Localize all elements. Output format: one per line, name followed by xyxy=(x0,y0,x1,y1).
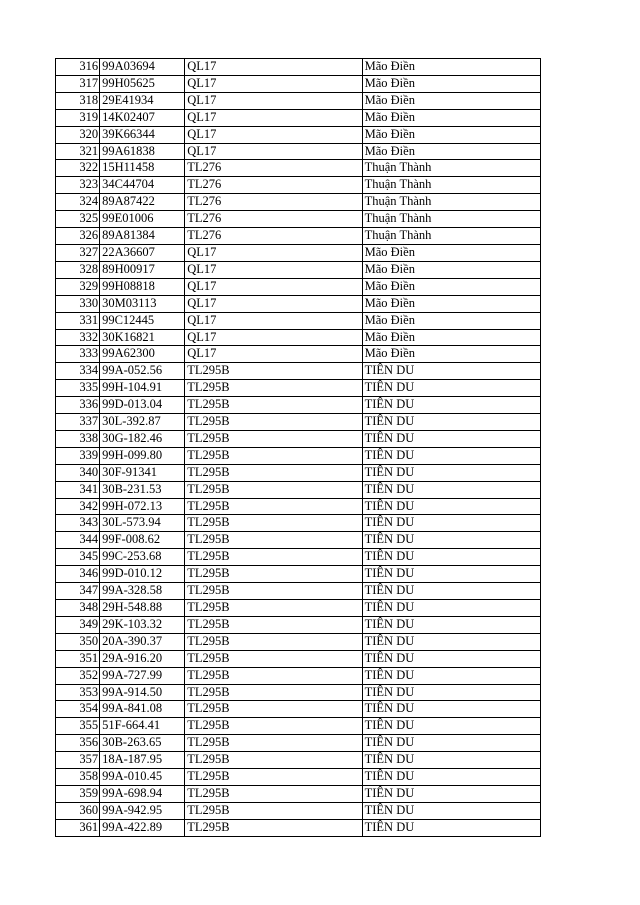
area-cell: TIÊN DU xyxy=(362,769,540,786)
table-row xyxy=(56,194,541,211)
row-number-cell: 337 xyxy=(56,414,100,431)
road-cell: TL295B xyxy=(185,414,362,431)
road-cell: TL295B xyxy=(185,566,362,583)
area-cell: Thuận Thành xyxy=(362,194,540,211)
row-number-cell: 343 xyxy=(56,515,100,532)
road-cell: TL295B xyxy=(185,397,362,414)
area-cell: Mão Điền xyxy=(362,312,540,329)
table-row xyxy=(56,785,541,802)
road-cell: TL295B xyxy=(185,819,362,836)
license-plate-cell: 99E01006 xyxy=(100,211,185,228)
table-row xyxy=(56,481,541,498)
license-plate-cell: 99A-914.50 xyxy=(100,684,185,701)
license-plate-cell: 20A-390.37 xyxy=(100,633,185,650)
license-plate-cell: 30M03113 xyxy=(100,295,185,312)
license-plate-cell: 29H-548.88 xyxy=(100,600,185,617)
table-row xyxy=(56,464,541,481)
license-plate-cell: 99H-104.91 xyxy=(100,380,185,397)
table-row xyxy=(56,447,541,464)
road-cell: QL17 xyxy=(185,244,362,261)
area-cell: TIÊN DU xyxy=(362,819,540,836)
license-plate-cell: 15H11458 xyxy=(100,160,185,177)
row-number-cell: 328 xyxy=(56,261,100,278)
vehicle-table-body xyxy=(56,59,541,837)
table-row xyxy=(56,769,541,786)
row-number-cell: 336 xyxy=(56,397,100,414)
license-plate-cell: 99D-010.12 xyxy=(100,566,185,583)
license-plate-cell: 30L-392.87 xyxy=(100,414,185,431)
table-row xyxy=(56,397,541,414)
license-plate-cell: 29E41934 xyxy=(100,92,185,109)
road-cell: TL276 xyxy=(185,194,362,211)
road-cell: TL295B xyxy=(185,447,362,464)
area-cell: TIÊN DU xyxy=(362,785,540,802)
row-number-cell: 326 xyxy=(56,228,100,245)
table-row xyxy=(56,684,541,701)
area-cell: TIÊN DU xyxy=(362,616,540,633)
table-row xyxy=(56,244,541,261)
row-number-cell: 344 xyxy=(56,532,100,549)
area-cell: Mão Điền xyxy=(362,346,540,363)
area-cell: Thuận Thành xyxy=(362,160,540,177)
row-number-cell: 319 xyxy=(56,109,100,126)
table-row xyxy=(56,735,541,752)
table-row xyxy=(56,59,541,76)
row-number-cell: 334 xyxy=(56,363,100,380)
road-cell: QL17 xyxy=(185,92,362,109)
area-cell: Mão Điền xyxy=(362,126,540,143)
area-cell: TIÊN DU xyxy=(362,650,540,667)
row-number-cell: 355 xyxy=(56,718,100,735)
area-cell: Thuận Thành xyxy=(362,177,540,194)
road-cell: QL17 xyxy=(185,346,362,363)
row-number-cell: 338 xyxy=(56,430,100,447)
row-number-cell: 349 xyxy=(56,616,100,633)
road-cell: TL295B xyxy=(185,532,362,549)
license-plate-cell: 99F-008.62 xyxy=(100,532,185,549)
area-cell: TIÊN DU xyxy=(362,752,540,769)
row-number-cell: 329 xyxy=(56,278,100,295)
license-plate-cell: 99C-253.68 xyxy=(100,549,185,566)
table-row xyxy=(56,109,541,126)
area-cell: TIÊN DU xyxy=(362,701,540,718)
road-cell: TL295B xyxy=(185,802,362,819)
row-number-cell: 345 xyxy=(56,549,100,566)
license-plate-cell: 89A87422 xyxy=(100,194,185,211)
table-row xyxy=(56,160,541,177)
table-row xyxy=(56,616,541,633)
area-cell: Mão Điền xyxy=(362,143,540,160)
road-cell: TL295B xyxy=(185,464,362,481)
table-row xyxy=(56,650,541,667)
license-plate-cell: 14K02407 xyxy=(100,109,185,126)
area-cell: Mão Điền xyxy=(362,261,540,278)
table-row xyxy=(56,498,541,515)
area-cell: TIÊN DU xyxy=(362,397,540,414)
area-cell: TIÊN DU xyxy=(362,684,540,701)
license-plate-cell: 89A81384 xyxy=(100,228,185,245)
area-cell: Mão Điền xyxy=(362,329,540,346)
area-cell: Mão Điền xyxy=(362,75,540,92)
area-cell: TIÊN DU xyxy=(362,566,540,583)
row-number-cell: 356 xyxy=(56,735,100,752)
license-plate-cell: 34C44704 xyxy=(100,177,185,194)
license-plate-cell: 99A03694 xyxy=(100,59,185,76)
row-number-cell: 322 xyxy=(56,160,100,177)
row-number-cell: 357 xyxy=(56,752,100,769)
road-cell: TL295B xyxy=(185,549,362,566)
row-number-cell: 333 xyxy=(56,346,100,363)
road-cell: TL295B xyxy=(185,600,362,617)
license-plate-cell: 99H-099.80 xyxy=(100,447,185,464)
table-row xyxy=(56,532,541,549)
license-plate-cell: 99A-422.89 xyxy=(100,819,185,836)
table-row xyxy=(56,312,541,329)
road-cell: TL295B xyxy=(185,752,362,769)
row-number-cell: 341 xyxy=(56,481,100,498)
row-number-cell: 361 xyxy=(56,819,100,836)
road-cell: TL295B xyxy=(185,718,362,735)
road-cell: TL276 xyxy=(185,177,362,194)
license-plate-cell: 99H08818 xyxy=(100,278,185,295)
license-plate-cell: 30L-573.94 xyxy=(100,515,185,532)
table-row xyxy=(56,566,541,583)
area-cell: TIÊN DU xyxy=(362,667,540,684)
license-plate-cell: 99A62300 xyxy=(100,346,185,363)
license-plate-cell: 99H05625 xyxy=(100,75,185,92)
license-plate-cell: 30G-182.46 xyxy=(100,430,185,447)
table-row xyxy=(56,329,541,346)
row-number-cell: 327 xyxy=(56,244,100,261)
area-cell: TIÊN DU xyxy=(362,515,540,532)
row-number-cell: 358 xyxy=(56,769,100,786)
license-plate-cell: 99A-841.08 xyxy=(100,701,185,718)
row-number-cell: 352 xyxy=(56,667,100,684)
license-plate-cell: 99A-052.56 xyxy=(100,363,185,380)
license-plate-cell: 99H-072.13 xyxy=(100,498,185,515)
area-cell: Mão Điền xyxy=(362,92,540,109)
row-number-cell: 351 xyxy=(56,650,100,667)
table-row xyxy=(56,802,541,819)
area-cell: TIÊN DU xyxy=(362,447,540,464)
road-cell: QL17 xyxy=(185,59,362,76)
table-row xyxy=(56,126,541,143)
table-row xyxy=(56,549,541,566)
row-number-cell: 354 xyxy=(56,701,100,718)
area-cell: TIÊN DU xyxy=(362,498,540,515)
road-cell: TL295B xyxy=(185,650,362,667)
table-row xyxy=(56,92,541,109)
road-cell: TL276 xyxy=(185,211,362,228)
license-plate-cell: 30B-231.53 xyxy=(100,481,185,498)
license-plate-cell: 99D-013.04 xyxy=(100,397,185,414)
road-cell: TL295B xyxy=(185,515,362,532)
table-row xyxy=(56,295,541,312)
license-plate-cell: 51F-664.41 xyxy=(100,718,185,735)
road-cell: QL17 xyxy=(185,295,362,312)
road-cell: QL17 xyxy=(185,329,362,346)
table-row xyxy=(56,430,541,447)
road-cell: QL17 xyxy=(185,75,362,92)
road-cell: QL17 xyxy=(185,278,362,295)
road-cell: TL295B xyxy=(185,498,362,515)
table-row xyxy=(56,75,541,92)
table-row xyxy=(56,414,541,431)
table-row xyxy=(56,718,541,735)
table-row xyxy=(56,177,541,194)
area-cell: TIÊN DU xyxy=(362,600,540,617)
row-number-cell: 320 xyxy=(56,126,100,143)
vehicle-table xyxy=(55,58,541,837)
table-row xyxy=(56,667,541,684)
row-number-cell: 317 xyxy=(56,75,100,92)
area-cell: TIÊN DU xyxy=(362,735,540,752)
row-number-cell: 332 xyxy=(56,329,100,346)
road-cell: TL295B xyxy=(185,380,362,397)
table-row xyxy=(56,211,541,228)
table-row xyxy=(56,701,541,718)
row-number-cell: 340 xyxy=(56,464,100,481)
area-cell: Mão Điền xyxy=(362,278,540,295)
area-cell: TIÊN DU xyxy=(362,802,540,819)
road-cell: TL295B xyxy=(185,667,362,684)
license-plate-cell: 29A-916.20 xyxy=(100,650,185,667)
license-plate-cell: 99C12445 xyxy=(100,312,185,329)
road-cell: TL276 xyxy=(185,160,362,177)
table-row xyxy=(56,752,541,769)
road-cell: TL295B xyxy=(185,430,362,447)
row-number-cell: 359 xyxy=(56,785,100,802)
license-plate-cell: 22A36607 xyxy=(100,244,185,261)
table-row xyxy=(56,583,541,600)
row-number-cell: 330 xyxy=(56,295,100,312)
area-cell: Thuận Thành xyxy=(362,211,540,228)
area-cell: TIÊN DU xyxy=(362,414,540,431)
road-cell: TL295B xyxy=(185,481,362,498)
row-number-cell: 323 xyxy=(56,177,100,194)
row-number-cell: 339 xyxy=(56,447,100,464)
area-cell: TIÊN DU xyxy=(362,718,540,735)
area-cell: TIÊN DU xyxy=(362,363,540,380)
area-cell: Mão Điền xyxy=(362,295,540,312)
road-cell: TL295B xyxy=(185,769,362,786)
road-cell: TL295B xyxy=(185,633,362,650)
road-cell: TL295B xyxy=(185,701,362,718)
road-cell: TL295B xyxy=(185,735,362,752)
table-row xyxy=(56,515,541,532)
area-cell: TIÊN DU xyxy=(362,583,540,600)
road-cell: QL17 xyxy=(185,261,362,278)
row-number-cell: 347 xyxy=(56,583,100,600)
area-cell: Mão Điền xyxy=(362,109,540,126)
license-plate-cell: 18A-187.95 xyxy=(100,752,185,769)
area-cell: TIÊN DU xyxy=(362,464,540,481)
license-plate-cell: 99A-698.94 xyxy=(100,785,185,802)
road-cell: TL295B xyxy=(185,583,362,600)
area-cell: TIÊN DU xyxy=(362,380,540,397)
table-row xyxy=(56,228,541,245)
table-row xyxy=(56,143,541,160)
license-plate-cell: 39K66344 xyxy=(100,126,185,143)
table-row xyxy=(56,380,541,397)
area-cell: TIÊN DU xyxy=(362,430,540,447)
license-plate-cell: 99A-010.45 xyxy=(100,769,185,786)
area-cell: TIÊN DU xyxy=(362,532,540,549)
license-plate-cell: 89H00917 xyxy=(100,261,185,278)
row-number-cell: 342 xyxy=(56,498,100,515)
row-number-cell: 324 xyxy=(56,194,100,211)
row-number-cell: 346 xyxy=(56,566,100,583)
row-number-cell: 321 xyxy=(56,143,100,160)
area-cell: Thuận Thành xyxy=(362,228,540,245)
license-plate-cell: 30B-263.65 xyxy=(100,735,185,752)
area-cell: TIÊN DU xyxy=(362,633,540,650)
license-plate-cell: 99A61838 xyxy=(100,143,185,160)
license-plate-cell: 30F-91341 xyxy=(100,464,185,481)
row-number-cell: 360 xyxy=(56,802,100,819)
license-plate-cell: 99A-328.58 xyxy=(100,583,185,600)
road-cell: TL295B xyxy=(185,785,362,802)
road-cell: TL295B xyxy=(185,684,362,701)
row-number-cell: 348 xyxy=(56,600,100,617)
license-plate-cell: 29K-103.32 xyxy=(100,616,185,633)
area-cell: Mão Điền xyxy=(362,59,540,76)
table-row xyxy=(56,363,541,380)
road-cell: TL295B xyxy=(185,616,362,633)
table-row xyxy=(56,261,541,278)
table-row xyxy=(56,346,541,363)
row-number-cell: 353 xyxy=(56,684,100,701)
table-row xyxy=(56,600,541,617)
road-cell: QL17 xyxy=(185,126,362,143)
row-number-cell: 335 xyxy=(56,380,100,397)
road-cell: QL17 xyxy=(185,109,362,126)
row-number-cell: 316 xyxy=(56,59,100,76)
road-cell: QL17 xyxy=(185,312,362,329)
area-cell: TIÊN DU xyxy=(362,481,540,498)
row-number-cell: 318 xyxy=(56,92,100,109)
area-cell: TIÊN DU xyxy=(362,549,540,566)
vehicle-list-sheet xyxy=(55,58,541,837)
road-cell: TL295B xyxy=(185,363,362,380)
license-plate-cell: 99A-727.99 xyxy=(100,667,185,684)
row-number-cell: 331 xyxy=(56,312,100,329)
table-row xyxy=(56,819,541,836)
row-number-cell: 325 xyxy=(56,211,100,228)
license-plate-cell: 99A-942.95 xyxy=(100,802,185,819)
area-cell: Mão Điền xyxy=(362,244,540,261)
license-plate-cell: 30K16821 xyxy=(100,329,185,346)
table-row xyxy=(56,278,541,295)
road-cell: QL17 xyxy=(185,143,362,160)
table-row xyxy=(56,633,541,650)
road-cell: TL276 xyxy=(185,228,362,245)
row-number-cell: 350 xyxy=(56,633,100,650)
